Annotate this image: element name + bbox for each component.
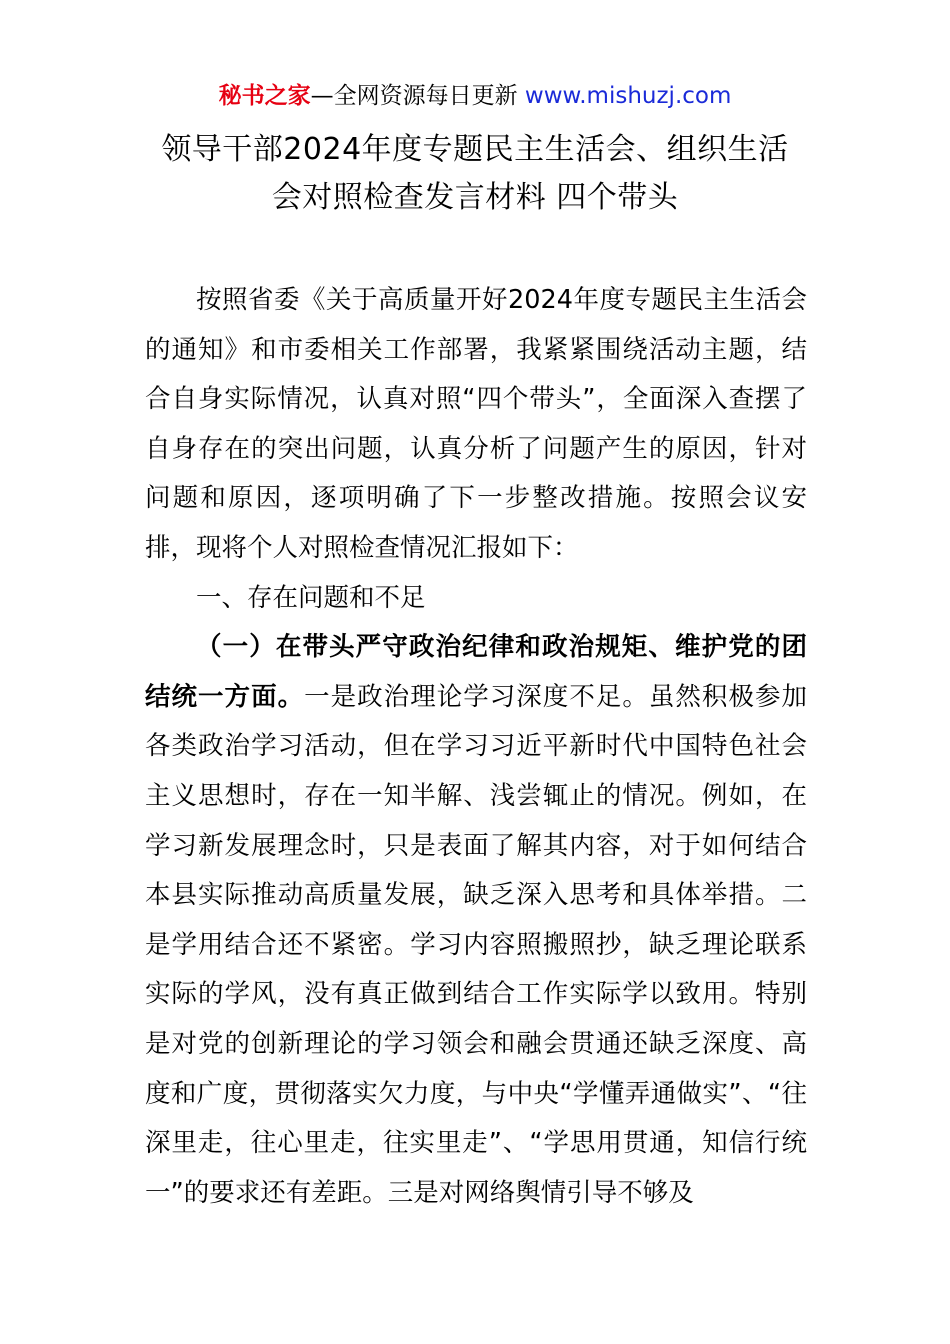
subsection-1-paragraph — [145, 623, 807, 1218]
subsection-1-heading: （一）在带头严守政治纪律和政治规矩、维护党的团结统一方面。 — [145, 632, 807, 712]
site-tagline: —全网资源每日更新 — [310, 83, 525, 109]
site-brand: 秘书之家 — [218, 83, 311, 109]
document-title — [120, 126, 830, 222]
section-1-heading: 一、存在问题和不足 — [196, 582, 426, 613]
document-title-line-1: 领导干部2024年度专题民主生活会、组织生活 — [161, 132, 789, 167]
document-title-line-2: 会对照检查发言材料 四个带头 — [271, 180, 679, 215]
site-url[interactable]: www.mishuzj.com — [524, 83, 732, 109]
subsection-1-body: 一是政治理论学习深度不足。虽然积极参加各类政治学习活动，但在学习习近平新时代中国特色社会主义思想时，存在一知半解、浅尝辄止的情况。例如，在学习新发展理念时，只是表面了解其内容，对于如何结合本县实际推动高质量发展，缺乏深入思考和具体举措。二是学用结合还不紧密。学习内容照搬照抄，缺乏理论联系实际的学风，没有真正做到结合工作实际学以致用。特别是对党的创新理论的学习领会和融会贯通还缺乏深度、高度和广度，贯彻落实欠力度，与中央“学懂弄通做实”、“往深里走，往心里走，往实里走”、“学思用贯通，知信行统一”的要求还有差距。三是对网络舆情引导不够及 — [145, 681, 807, 1208]
site-header — [0, 80, 950, 112]
document-body — [145, 276, 807, 1218]
intro-paragraph: 按照省委《关于高质量开好2024年度专题民主生活会的通知》和市委相关工作部署，我紧紧围绕活动主题，结合自身实际情况，认真对照“四个带头”，全面深入查摆了自身存在的突出问题，认真分析了问题产生的原因，针对问题和原因，逐项明确了下一步整改措施。按照会议安排，现将个人对照检查情况汇报如下： — [145, 285, 807, 563]
